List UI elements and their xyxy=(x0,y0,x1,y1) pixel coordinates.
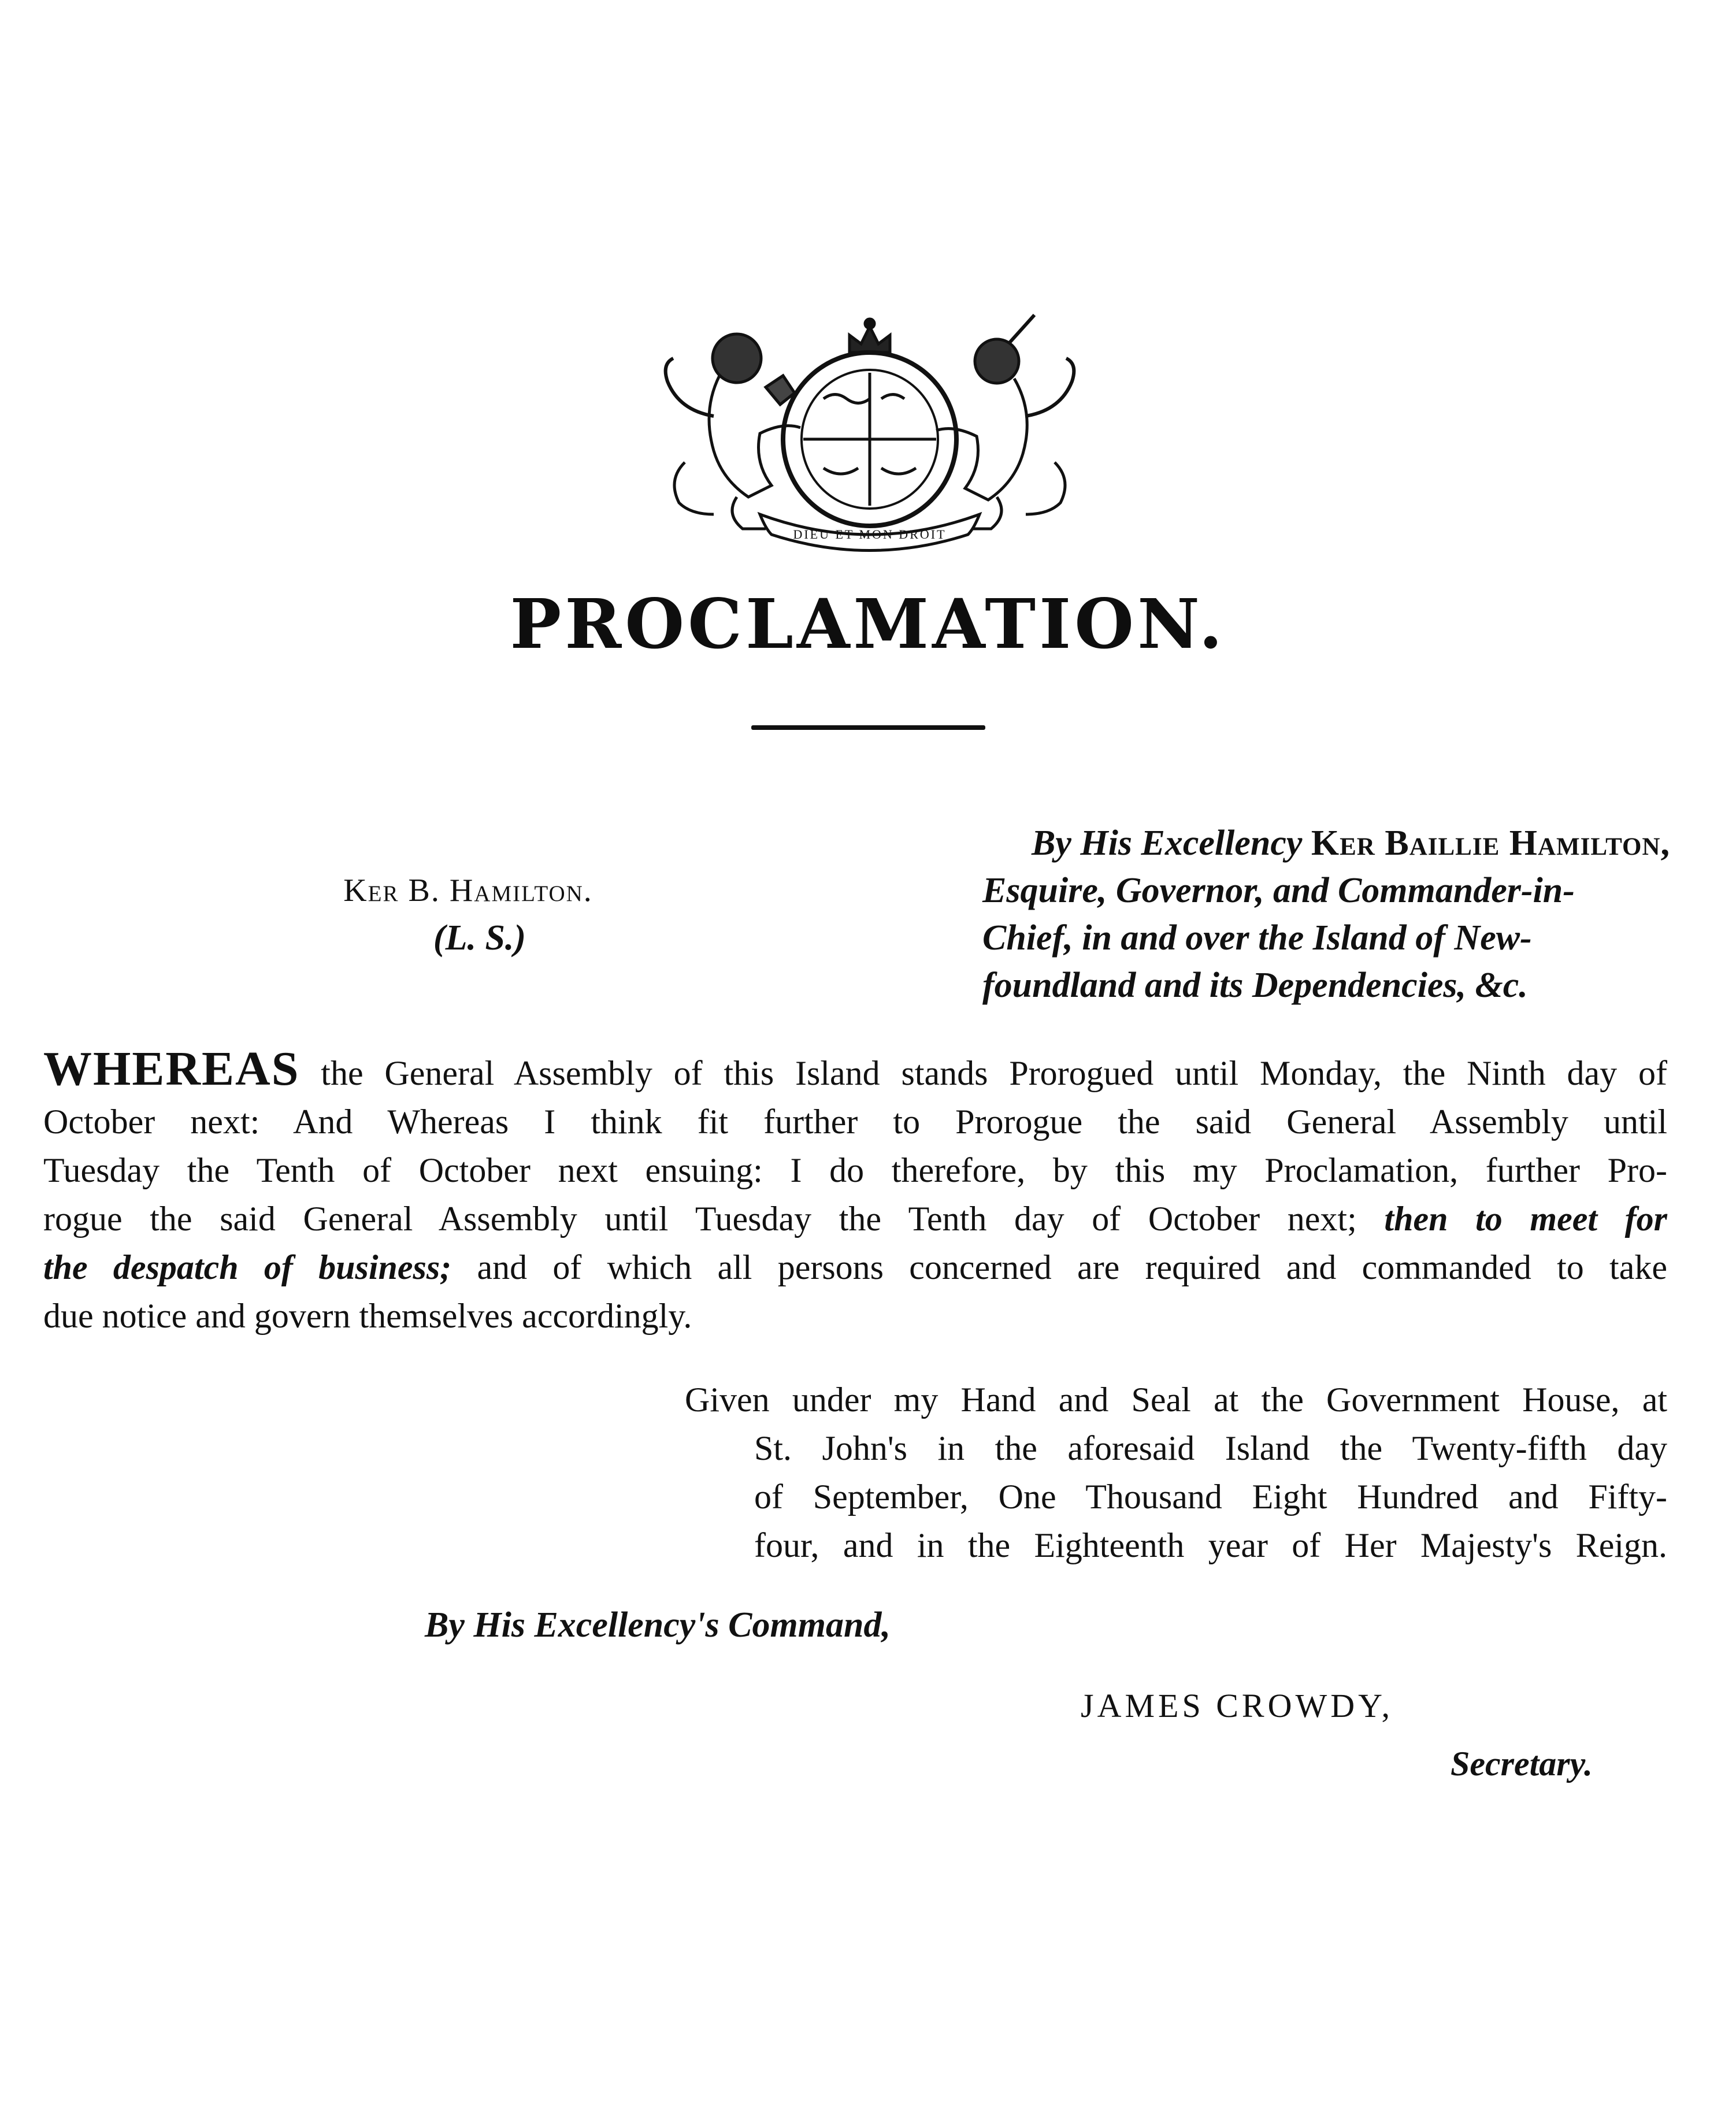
proclamation-body xyxy=(43,1042,1668,1340)
command-line: By His Excellency's Command, xyxy=(425,1605,891,1645)
governor-name: Ker Baillie Hamilton, xyxy=(1311,824,1670,863)
given-line-1: Given under my Hand and Seal at the Government House, at xyxy=(685,1381,1667,1419)
body-line-6: due notice and govern themselves accordingly. xyxy=(43,1297,692,1335)
signer-name: JAMES CROWDY, xyxy=(1081,1687,1394,1724)
seal-block xyxy=(306,867,630,962)
body-line-5-italic: the despatch of business; xyxy=(43,1248,452,1286)
body-line-2: October next: And Whereas I think fit further to Prorogue the said General Assembly until xyxy=(43,1103,1667,1141)
body-line-1-text: the General Assembly of this Island stands Prorogued until Monday, the Ninth day of xyxy=(321,1054,1667,1092)
body-line-4-italic: then to meet for xyxy=(1384,1200,1668,1238)
body-line-3: Tuesday the Tenth of October next ensuing: I do therefore, by this my Proclamation, further Pro- xyxy=(43,1151,1667,1189)
given-line-3: of September, One Thousand Eight Hundred and Fifty- xyxy=(754,1478,1667,1516)
signer-title: Secretary. xyxy=(1451,1745,1593,1783)
authority-line-3: Chief, in and over the Island of New- xyxy=(982,918,1532,958)
royal-coat-of-arms xyxy=(650,312,1089,561)
authority-line-1 xyxy=(902,819,1670,867)
body-line-1 xyxy=(43,1042,1667,1097)
authority-line-2: Esquire, Governor, and Commander-in- xyxy=(982,871,1575,910)
given-statement xyxy=(685,1375,1667,1570)
body-line-4-text: rogue the said General Assembly until Tuesday the Tenth day of October next; xyxy=(43,1200,1357,1238)
page-title: PROCLAMATION. xyxy=(510,584,1226,664)
seal-mark: (L. S.) xyxy=(433,918,526,958)
seal-name: Ker B. Hamilton. xyxy=(343,873,593,908)
given-line-2: St. John's in the aforesaid Island the Twenty-fifth day xyxy=(754,1429,1667,1467)
authority-statement xyxy=(902,819,1670,1009)
given-line-4: four, and in the Eighteenth year of Her Majesty's Reign. xyxy=(754,1526,1667,1564)
body-dropcap: WHEREAS xyxy=(43,1042,300,1096)
authority-line-4: foundland and its Dependencies, &c. xyxy=(982,966,1528,1005)
body-line-4 xyxy=(43,1195,1667,1243)
body-line-5-text: and of which all persons concerned are required and commanded to take xyxy=(477,1248,1667,1286)
body-line-5 xyxy=(43,1243,1667,1292)
title-divider xyxy=(751,725,985,730)
authority-prefix: By His Excellency xyxy=(1032,824,1303,863)
crest-motto: DIEU ET MON DROIT xyxy=(793,527,947,541)
